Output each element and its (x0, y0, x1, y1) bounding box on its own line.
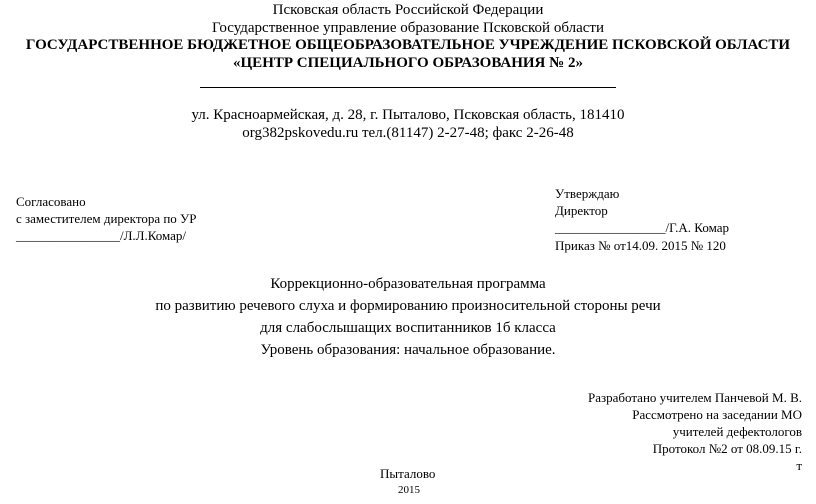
stray-char: т (796, 458, 802, 473)
program-topic: по развитию речевого слуха и формированию произносительной стороны речи (155, 298, 661, 314)
contacts-line: org382pskovedu.ru тел.(81147) 2-27-48; факс 2-26-48 (242, 125, 574, 141)
institution-subname: «ЦЕНТР СПЕЦИАЛЬНОГО ОБРАЗОВАНИЯ № 2» (233, 55, 583, 71)
agreed-label: Согласовано (16, 194, 86, 209)
program-title: Коррекционно-образовательная программа (270, 276, 546, 292)
program-level: Уровень образования: начальное образование. (260, 342, 556, 358)
reviewed-group: учителей дефектологов (672, 424, 802, 439)
developer-line: Разработано учителем Панчевой М. В. (587, 390, 802, 405)
institution-name: ГОСУДАРСТВЕННОЕ БЮДЖЕТНОЕ ОБЩЕОБРАЗОВАТЕЛЬНОЕ УЧРЕЖДЕНИЕ ПСКОВСКОЙ ОБЛАСТИ (25, 37, 791, 53)
address-line: ул. Красноармейская, д. 28, г. Пыталово, Псковская область, 181410 (191, 107, 625, 123)
footer-year: 2015 (398, 484, 420, 496)
footer-city: Пыталово (380, 466, 436, 481)
department-line: Государственное управление образование Псковской области (212, 20, 604, 36)
reviewed-line: Рассмотрено на заседании МО (632, 407, 802, 422)
approve-position: Директор (555, 203, 608, 218)
protocol-line: Протокол №2 от 08.09.15 г. (652, 441, 802, 456)
approve-label: Утверждаю (555, 186, 620, 201)
agreed-with: с заместителем директора по УР (16, 211, 197, 226)
program-audience: для слабослышащих воспитанников 1б класса (260, 320, 556, 336)
agreed-signature: ________________/Л.Л.Комар/ (16, 228, 187, 243)
approve-signature: _________________/Г.А. Комар (555, 220, 729, 235)
order-line: Приказ № от14.09. 2015 № 120 (555, 238, 726, 253)
region-line: Псковская область Российской Федерации (272, 2, 544, 18)
header-divider (200, 87, 616, 88)
